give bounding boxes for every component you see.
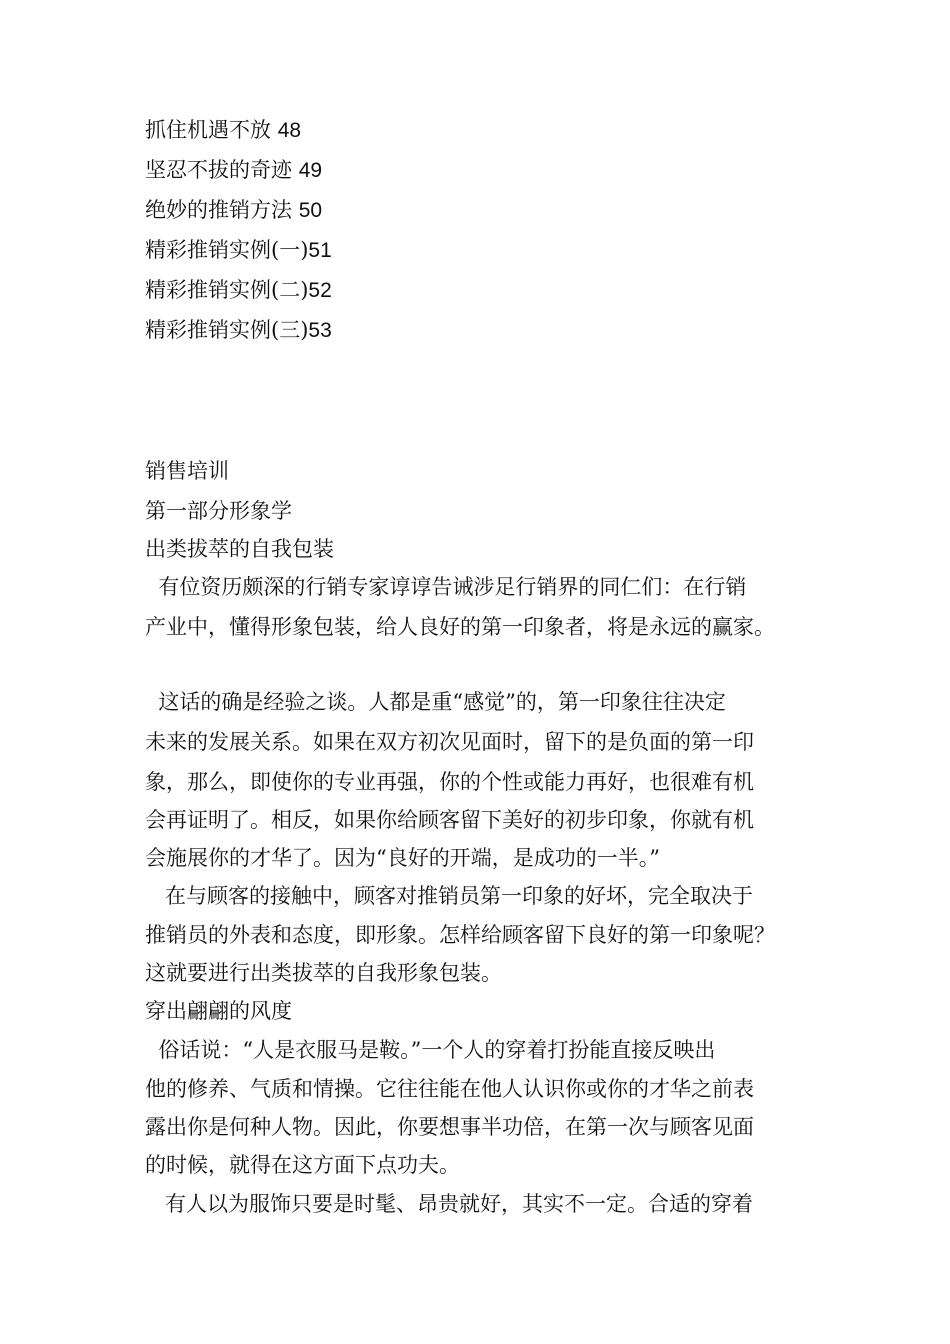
part-heading: 第一部分形象学 [145,499,292,523]
paragraph-line: 会施展你的才华了。因为“良好的开端，是成功的一半。” [145,846,660,870]
paragraph-line: 这就要进行出类拔萃的自我形象包装。 [145,961,502,985]
toc-page-number: 52 [308,279,332,302]
toc-page-number: 50 [298,199,323,222]
paragraph-line: 会再证明了。相反，如果你给顾客留下美好的初步印象，你就有机 [145,808,754,832]
paragraph-line: 推销员的外表和态度，即形象。怎样给顾客留下良好的第一印象呢？ [145,923,775,947]
paragraph-line: 未来的发展关系。如果在双方初次见面时，留下的是负面的第一印 [145,730,754,754]
toc-entry: 精彩推销实例(三)53 [145,318,332,342]
toc-entry: 坚忍不拔的奇迹 49 [145,158,323,182]
paragraph-line: 这话的确是经验之谈。人都是重“感觉”的，第一印象往往决定 [145,690,726,714]
paragraph-line: 俗话说：“人是衣服马是鞍。”一个人的穿着打扮能直接反映出 [145,1038,716,1062]
section-heading: 出类拔萃的自我包装 [145,537,334,561]
toc-entry: 精彩推销实例(二)52 [145,278,332,302]
paragraph-line: 有位资历颇深的行销专家谆谆告诫涉足行销界的同仁们：在行销 [145,575,747,599]
paragraph-line: 他的修养、气质和情操。它往往能在他人认识你或你的才华之前表 [145,1077,754,1101]
paragraph-line: 在与顾客的接触中，顾客对推销员第一印象的好坏，完全取决于 [145,884,754,908]
paragraph-line: 有人以为服饰只要是时髦、昂贵就好，其实不一定。合适的穿着 [145,1192,754,1216]
toc-page-number: 49 [298,159,323,182]
paragraph-line: 露出你是何种人物。因此，你要想事半功倍，在第一次与顾客见面 [145,1115,754,1139]
paragraph-line: 产业中，懂得形象包装，给人良好的第一印象者，将是永远的赢家。 [145,615,775,639]
toc-entry: 绝妙的推销方法 50 [145,198,323,222]
document-heading: 销售培训 [145,459,229,483]
paragraph-line: 的时候，就得在这方面下点功夫。 [145,1153,460,1177]
toc-entry: 精彩推销实例(一)51 [145,238,332,262]
toc-entry: 抓住机遇不放 48 [145,118,302,142]
subsection-heading: 穿出翩翩的风度 [145,999,292,1023]
toc-page-number: 53 [308,319,332,342]
toc-page-number: 48 [277,119,302,142]
paragraph-line: 象，那么，即使你的专业再强，你的个性或能力再好，也很难有机 [145,770,754,794]
toc-page-number: 51 [308,239,332,262]
